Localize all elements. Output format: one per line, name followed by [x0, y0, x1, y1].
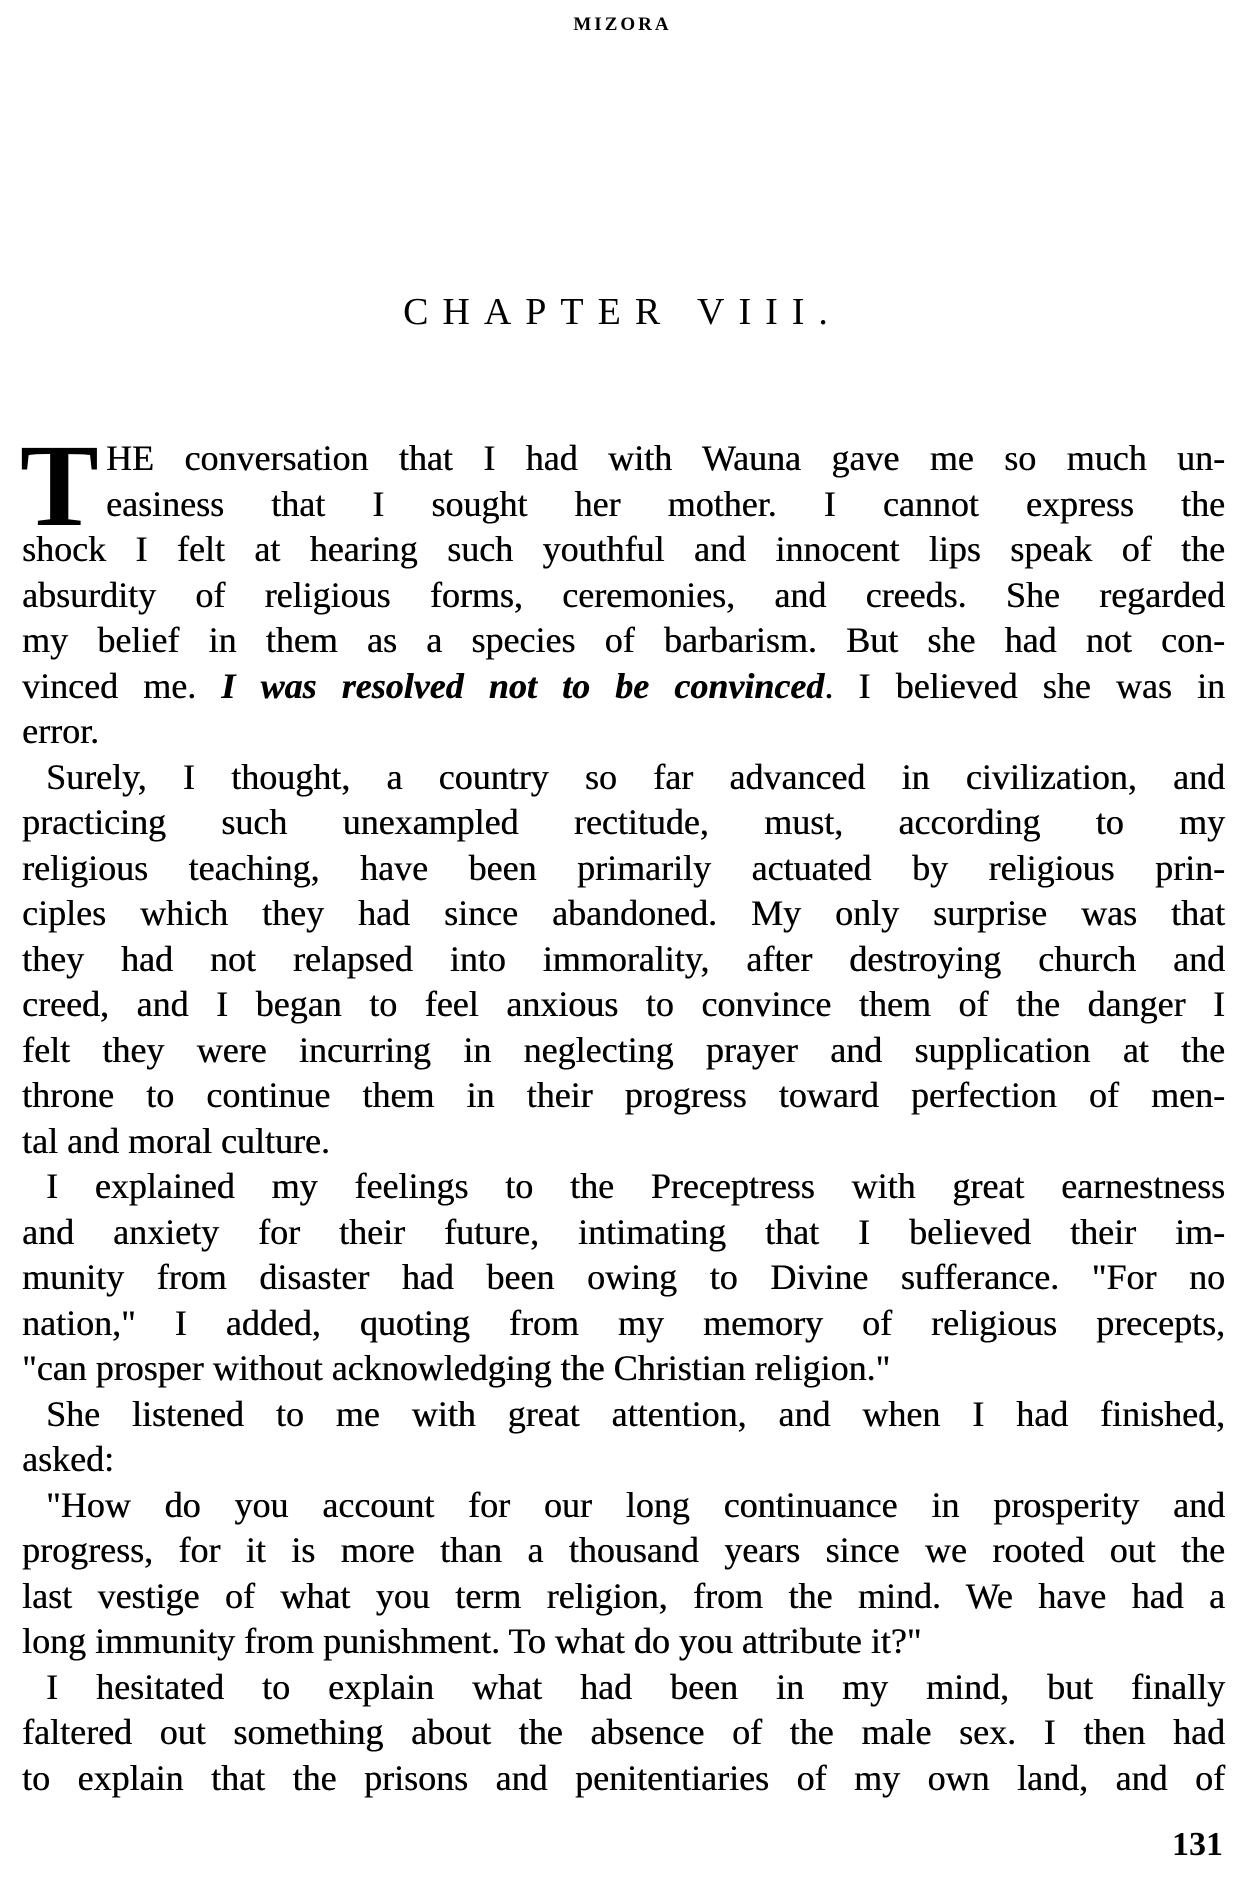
text-line: last vestige of what you term religion, from the mind. We have had a [22, 1575, 1225, 1616]
text-line: absurdity of religious forms, ceremonies, and creeds. She regarded [22, 574, 1225, 615]
text-line: I explained my feelings to the Preceptress with great earnestness [46, 1166, 1225, 1206]
text-line: I hesitated to explain what had been in my mind, but finally [46, 1666, 1225, 1707]
page-number: 131 [1172, 1826, 1223, 1863]
text-line: progress, for it is more than a thousand years since we rooted out the [22, 1530, 1225, 1570]
text-segment: . I believed she was in [824, 665, 1225, 706]
text-line-italic [22, 664, 1225, 710]
text-line: "How do you account for our long continuance in prosperity and [46, 1484, 1225, 1525]
running-head: MIZORA [573, 14, 672, 35]
text-line: easiness that I sought her mother. I cannot express the [106, 483, 1225, 524]
text-line: religious teaching, have been primarily actuated by religious prin- [22, 847, 1225, 888]
text-line: ciples which they had since abandoned. My only surprise was that [22, 893, 1225, 933]
text-line: asked: [22, 1439, 114, 1479]
italic-emphasis: I was resolved not to be convinced [221, 665, 825, 706]
text-line: long immunity from punishment. To what do you attribute it?" [22, 1621, 922, 1661]
text-line: shock I felt at hearing such youthful and innocent lips speak of the [22, 529, 1225, 569]
text-line: and anxiety for their future, intimating that I believed their im- [22, 1211, 1225, 1252]
text-line: faltered out something about the absence of the male sex. I then had [22, 1712, 1225, 1752]
text-line: HE conversation that I had with Wauna gave me so much un- [106, 438, 1225, 478]
text-line: my belief in them as a species of barbarism. But she had not con- [22, 620, 1225, 660]
text-line: practicing such unexampled rectitude, must, according to my [22, 802, 1225, 842]
text-line: to explain that the prisons and penitentiaries of my own land, and of [22, 1757, 1225, 1798]
text-line: munity from disaster had been owing to Divine sufferance. "For no [22, 1257, 1225, 1297]
text-line: tal and moral culture. [22, 1120, 330, 1161]
text-line: throne to continue them in their progress toward perfection of men- [22, 1075, 1225, 1115]
chapter-title: CHAPTER VIII. [403, 291, 842, 333]
body-text [20, 420, 1225, 1801]
text-segment: vinced me. [22, 665, 222, 706]
text-line: they had not relapsed into immorality, after destroying church and [22, 938, 1225, 979]
text-line: She listened to me with great attention, and when I had finished, [46, 1393, 1225, 1434]
text-line: error. [22, 711, 99, 751]
text-line: "can prosper without acknowledging the Christian religion." [22, 1348, 891, 1388]
text-line: nation," I added, quoting from my memory of religious precepts, [22, 1302, 1225, 1343]
text-line: felt they were incurring in neglecting prayer and supplication at the [22, 1029, 1225, 1070]
text-line: Surely, I thought, a country so far advanced in civilization, and [46, 756, 1225, 797]
text-line: creed, and I began to feel anxious to convince them of the danger I [22, 984, 1225, 1024]
drop-cap: T [20, 420, 99, 551]
